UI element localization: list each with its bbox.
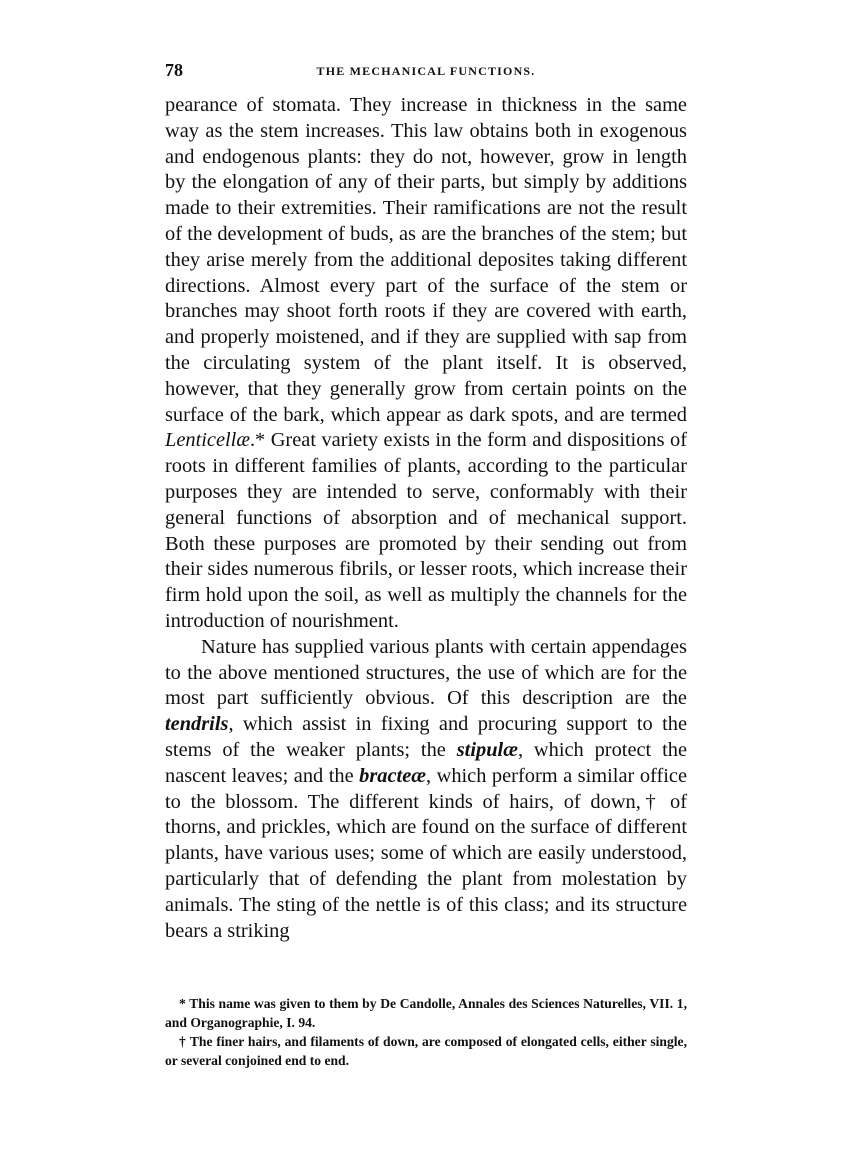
body-text: [165, 93, 687, 944]
stipulae-term: stipulæ: [456, 738, 518, 761]
footnote-1: * This name was given to them by De Candolle, Annales des Sciences Naturelles, VII. 1, and Organographie, I. 94.: [165, 996, 687, 1030]
paragraph-2: [165, 635, 687, 945]
footnotes: [165, 994, 687, 1070]
running-head: THE MECHANICAL FUNCTIONS.: [316, 64, 536, 78]
page-number: 78: [165, 60, 183, 80]
paragraph-2-part-4: , which perform a similar office to the blossom. The different kinds of hairs, of down,† of thorns, and prickles, which are found on the surface of different plants, have various uses; some of which are easily understood, particularly that of defending the plant from molestation by animals. The sting of the nettle is of this class; and its structure bears a striking: [165, 764, 687, 942]
footnote-2: † The finer hairs, and filaments of down, are composed of elongated cells, either single, or several conjoined end to end.: [165, 1034, 687, 1068]
paragraph-1-part-1: pearance of stomata. They increase in thickness in the same way as the stem increases. This law obtains both in exogenous and endogenous plants: they do not, however, grow in length by the elongation of any of their parts, but simply by additions made to their extremities. Their ramifications are not the result of the development of buds, as are the branches of the stem; but they arise merely from the additional deposites taking different directions. Almost every part of the surface of the stem or branches may shoot forth roots if they are covered with earth, and properly moistened, and if they are supplied with sap from the circulating system of the plant itself. It is observed, however, that they generally grow from certain points on the surface of the bark, which appear as dark spots, and are termed: [165, 94, 687, 426]
paragraph-1: [165, 93, 687, 635]
bracteae-term: bracteæ: [359, 764, 426, 787]
lenticellae-term: Lenticellæ: [165, 429, 250, 452]
page-header: [165, 60, 687, 86]
tendrils-term: tendrils: [165, 713, 229, 736]
paragraph-2-part-1: Nature has supplied various plants with certain appendages to the above mentioned structures, the use of which are for the most part sufficiently obvious. Of this description are the: [165, 635, 687, 710]
paragraph-2-part-2: , which assist in fixing and procuring support to the stems of the weaker plants; the: [165, 713, 687, 761]
paragraph-2-part-3: , which protect the nascent leaves; and the: [165, 738, 688, 787]
footnote-marker-asterisk: .*: [249, 429, 266, 452]
paragraph-1-part-2: Great variety exists in the form and dispositions of roots in different families of plants, according to the particular purposes they are intended to serve, conformably with their general functions of absorption and of mechanical support. Both these purposes are promoted by their sending out from their sides numerous fibrils, or lesser roots, which increase their firm hold upon the soil, as well as multiply the channels for the introduction of nourishment.: [165, 429, 687, 632]
